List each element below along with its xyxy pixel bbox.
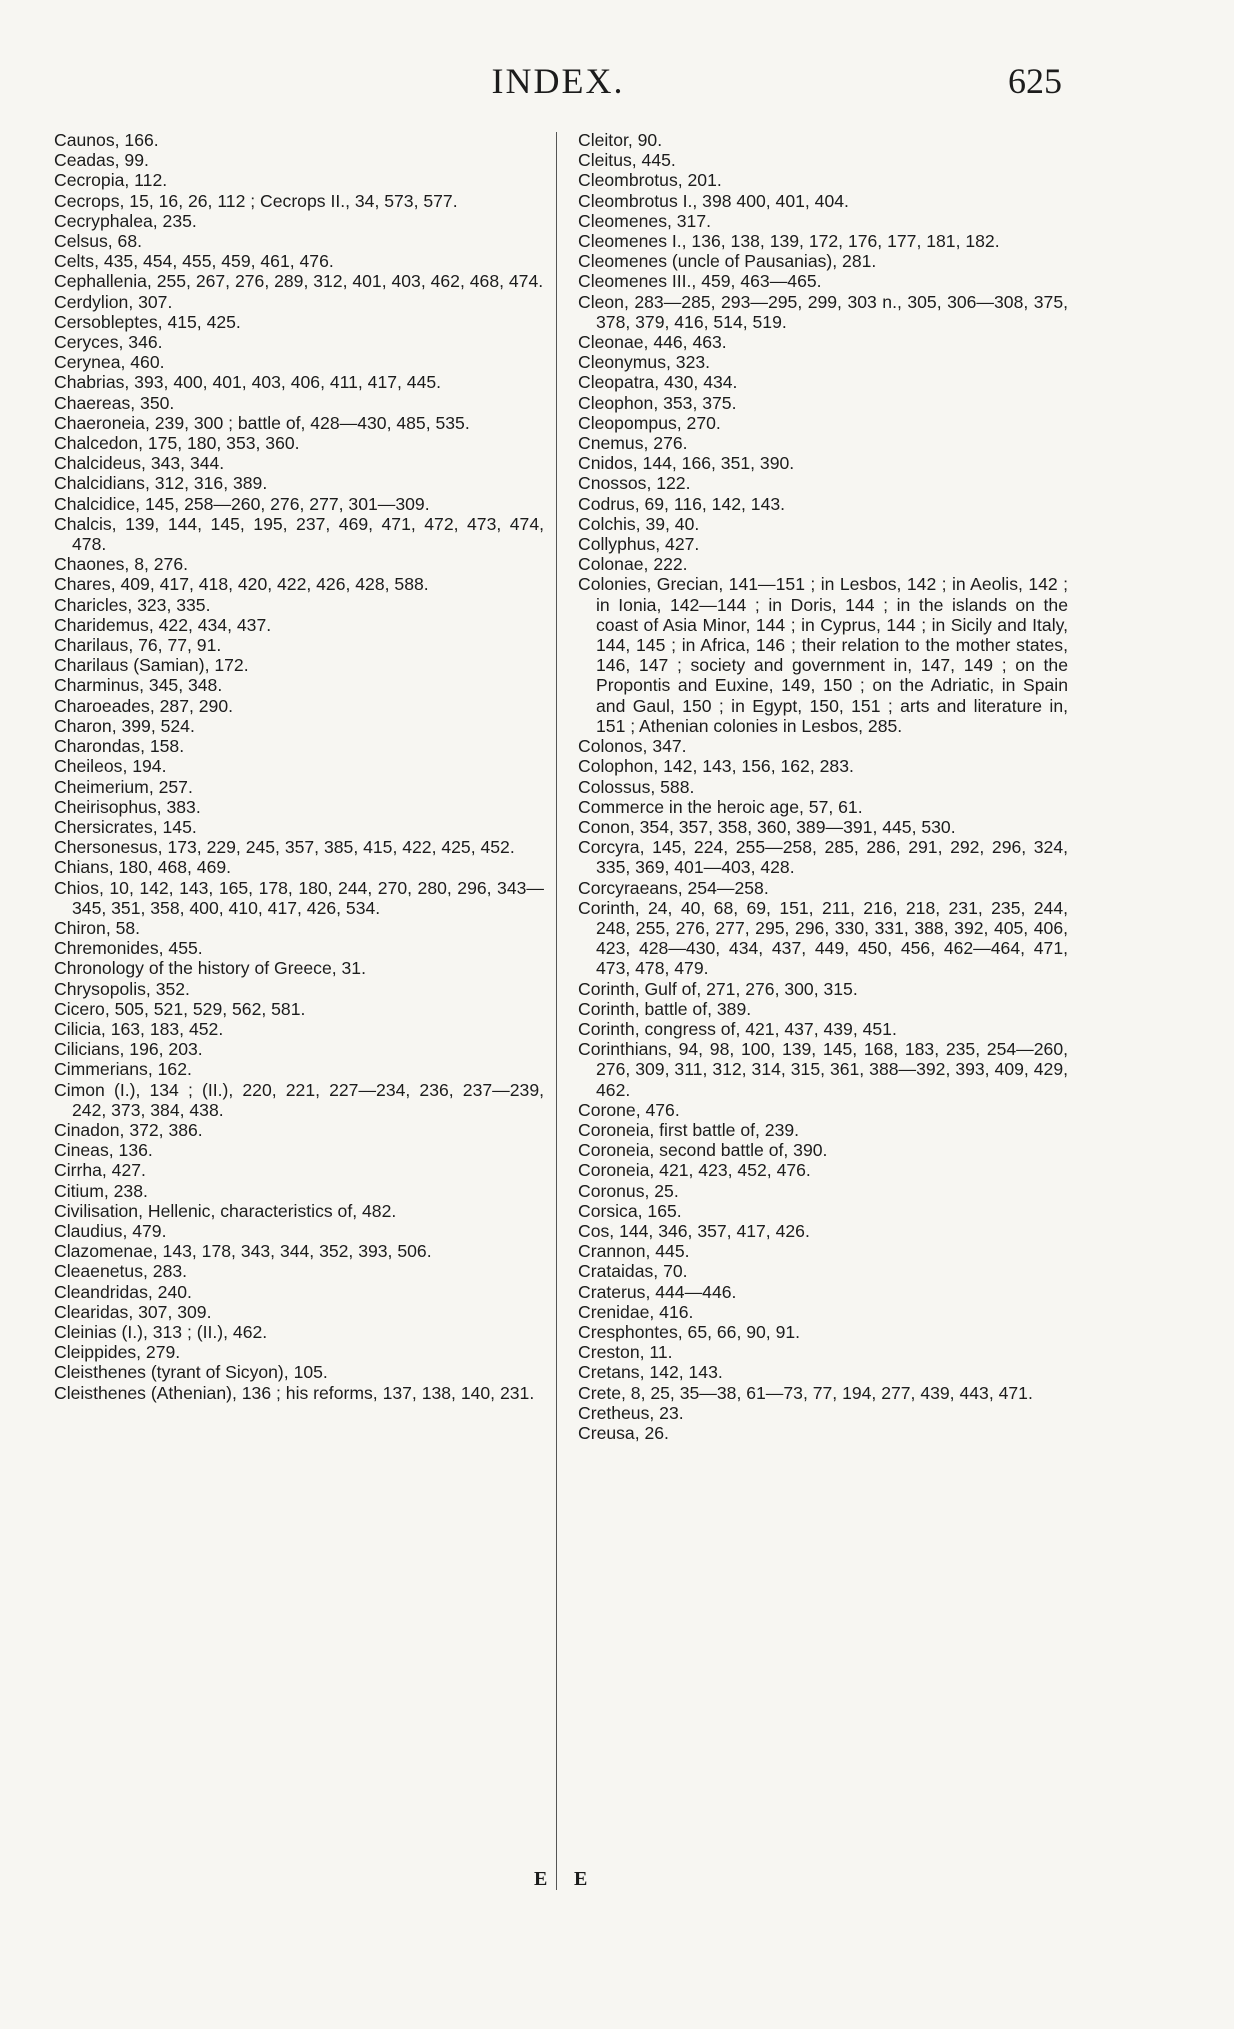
index-entry: Chians, 180, 468, 469. [54, 857, 232, 878]
index-entry: Charoeades, 287, 290. [54, 695, 234, 716]
index-entry: Crenidae, 416. [578, 1301, 694, 1322]
index-entry: Citium, 238. [54, 1180, 148, 1201]
index-entry: Colonos, 347. [578, 736, 687, 757]
index-entry: Corsica, 165. [578, 1200, 682, 1221]
index-entry: Cheirisophus, 383. [54, 796, 201, 817]
index-entry: Cheimerium, 257. [54, 776, 193, 797]
index-entry: Cleomenes (uncle of Pausanias), 281. [578, 251, 877, 272]
index-entry: Cirrha, 427. [54, 1160, 146, 1181]
index-entry: Chalcidians, 312, 316, 389. [54, 473, 268, 494]
index-entry: Chalcideus, 343, 344. [54, 453, 225, 474]
index-entry: Clazomenae, 143, 178, 343, 344, 352, 393, 506. [54, 1241, 432, 1262]
index-entry: Cleisthenes (Athenian), 136 ; his reforms, 137, 138, 140, 231. [54, 1382, 535, 1403]
index-entry: Chaeroneia, 239, 300 ; battle of, 428—430, 485, 535. [54, 412, 470, 433]
index-entry: Colonae, 222. [578, 554, 688, 575]
index-entry: Charilaus, 76, 77, 91. [54, 635, 222, 656]
index-entry: Corcyraeans, 254—258. [578, 877, 769, 898]
index-entry: Cheileos, 194. [54, 756, 167, 777]
index-entry: Cinadon, 372, 386. [54, 1119, 203, 1140]
index-entry: Cresphontes, 65, 66, 90, 91. [578, 1321, 801, 1342]
index-entry: Collyphus, 427. [578, 534, 700, 555]
index-entry: Chalcedon, 175, 180, 353, 360. [54, 433, 300, 454]
index-entry: Corone, 476. [578, 1099, 680, 1120]
index-column-left [54, 130, 544, 1403]
index-entry: Coronus, 25. [578, 1180, 679, 1201]
index-entry: Cleaenetus, 283. [54, 1261, 188, 1282]
index-entry: Chalcis, 139, 144, 145, 195, 237, 469, 471, 472, 473, 474, 478. [54, 513, 544, 555]
index-entry: Cleitor, 90. [578, 130, 663, 150]
index-entry: Cleisthenes (tyrant of Sicyon), 105. [54, 1362, 328, 1383]
index-entry: Charicles, 323, 335. [54, 594, 211, 615]
index-column-right [578, 130, 1068, 1443]
index-entry: Colchis, 39, 40. [578, 513, 700, 534]
index-entry: Coroneia, first battle of, 239. [578, 1119, 800, 1140]
index-entry: Cilicia, 163, 183, 452. [54, 1018, 224, 1039]
index-entry: Charminus, 345, 348. [54, 675, 223, 696]
index-entry: Cleophon, 353, 375. [578, 392, 737, 413]
index-entry: Craterus, 444—446. [578, 1281, 737, 1302]
index-entry: Cleon, 283—285, 293—295, 299, 303 n., 305, 306—308, 375, 378, 379, 416, 514, 519. [578, 291, 1068, 332]
index-entry: Coroneia, second battle of, 390. [578, 1140, 828, 1161]
index-entry: Cnidos, 144, 166, 351, 390. [578, 453, 795, 474]
index-entry: Chios, 10, 142, 143, 165, 178, 180, 244, 270, 280, 296, 343—345, 351, 358, 400, 410, 417, 426, 534. [54, 877, 544, 918]
index-entry: Colophon, 142, 143, 156, 162, 283. [578, 756, 854, 777]
index-entry: Chersonesus, 173, 229, 245, 357, 385, 415, 422, 425, 452. [54, 837, 515, 858]
index-entry: Chersicrates, 145. [54, 816, 197, 837]
index-entry: Colossus, 588. [578, 776, 695, 797]
index-entry: Coroneia, 421, 423, 452, 476. [578, 1160, 811, 1181]
index-entry: Cleinias (I.), 313 ; (II.), 462. [54, 1321, 268, 1342]
page-number: 625 [1008, 61, 1062, 101]
index-entry: Claudius, 479. [54, 1220, 167, 1241]
index-entry: Crataidas, 70. [578, 1261, 688, 1282]
index-entry: Charondas, 158. [54, 736, 185, 757]
index-entry: Cleombrotus, 201. [578, 170, 722, 191]
index-entry: Chiron, 58. [54, 917, 141, 938]
index-entry: Charidemus, 422, 434, 437. [54, 614, 272, 635]
index-entry: Chaereas, 350. [54, 392, 175, 413]
index-entry: Commerce in the heroic age, 57, 61. [578, 796, 863, 817]
index-entry: Cos, 144, 346, 357, 417, 426. [578, 1220, 810, 1241]
index-entry: Chares, 409, 417, 418, 420, 422, 426, 428, 588. [54, 574, 429, 595]
index-entry: Cnossos, 122. [578, 473, 691, 494]
index-entry: Corcyra, 145, 224, 255—258, 285, 286, 291, 292, 296, 324, 335, 369, 401—403, 428. [578, 837, 1068, 878]
index-entry: Cleombrotus I., 398 400, 401, 404. [578, 190, 849, 211]
index-entry: Cnemus, 276. [578, 433, 688, 454]
page-title: INDEX. [491, 61, 625, 101]
index-entry: Creusa, 26. [578, 1423, 669, 1443]
index-entry: Corinth, Gulf of, 271, 276, 300, 315. [578, 978, 858, 999]
index-entry: Corinth, congress of, 421, 437, 439, 451. [578, 1018, 897, 1039]
index-entry: Chronology of the history of Greece, 31. [54, 958, 366, 979]
index-entry: Corinthians, 94, 98, 100, 139, 145, 168, 183, 235, 254—260, 276, 309, 311, 312, 314, 315, 361, 388—392, 393, 409, 429, 462. [578, 1039, 1068, 1100]
index-entry: Cleonymus, 323. [578, 352, 711, 373]
index-entry: Cleandridas, 240. [54, 1281, 192, 1302]
index-entry: Cleonae, 446, 463. [578, 332, 727, 353]
index-entry: Cleippides, 279. [54, 1342, 181, 1363]
index-entry: Cineas, 136. [54, 1140, 153, 1161]
index-entry: Celsus, 68. [54, 231, 143, 252]
index-entry: Ceadas, 99. [54, 150, 149, 171]
index-entry: Cleomenes, 317. [578, 210, 712, 231]
signature-mark-right: E [574, 1868, 588, 1890]
index-entry: Cilicians, 196, 203. [54, 1039, 203, 1060]
column-divider [556, 132, 557, 1890]
index-entry: Chremonides, 455. [54, 938, 203, 959]
index-entry: Charilaus (Samian), 172. [54, 655, 249, 676]
index-entry: Caunos, 166. [54, 130, 159, 150]
index-entry: Cimmerians, 162. [54, 1059, 192, 1080]
index-entry: Cretans, 142, 143. [578, 1362, 723, 1383]
index-entry: Celts, 435, 454, 455, 459, 461, 476. [54, 251, 334, 272]
index-entry: Cecrops, 15, 16, 26, 112 ; Cecrops II., 34, 573, 577. [54, 190, 458, 211]
index-entry: Cleopompus, 270. [578, 412, 721, 433]
index-entry: Cecryphalea, 235. [54, 210, 197, 231]
index-entry: Cephallenia, 255, 267, 276, 289, 312, 401, 403, 462, 468, 474. [54, 271, 544, 292]
index-entry: Chaones, 8, 276. [54, 554, 189, 575]
index-entry: Cimon (I.), 134 ; (II.), 220, 221, 227—234, 236, 237—239, 242, 373, 384, 438. [54, 1079, 544, 1120]
index-entry: Colonies, Grecian, 141—151 ; in Lesbos, 142 ; in Aeolis, 142 ; in Ionia, 142—144 ; in Doris, 144 ; in the islands on the coast of Asia Minor, 144 ; in Cyprus, 144 ; in Sicily and Italy, 144, 145 ; in Africa, 146 ; their relation to the mother states, 146, 147 ; society and government in, 147, 149 ; on the Propontis and Euxine, 149, 150 ; on the Adriatic, in Spain and Gaul, 150 ; in Egypt, 150, 151 ; arts and literature in, 151 ; Athenian colonies in Lesbos, 285. [578, 574, 1068, 736]
index-entry: Cleopatra, 430, 434. [578, 372, 738, 393]
index-entry: Cleitus, 445. [578, 150, 676, 171]
index-entry: Cleomenes III., 459, 463—465. [578, 271, 822, 292]
index-entry: Ceryces, 346. [54, 332, 163, 353]
index-entry: Chabrias, 393, 400, 401, 403, 406, 411, 417, 445. [54, 372, 442, 393]
index-entry: Charon, 399, 524. [54, 715, 195, 736]
index-entry: Corinth, battle of, 389. [578, 998, 752, 1019]
index-entry: Conon, 354, 357, 358, 360, 389—391, 445, 530. [578, 816, 956, 837]
index-entry: Cleomenes I., 136, 138, 139, 172, 176, 177, 181, 182. [578, 231, 1000, 252]
index-entry: Cerdylion, 307. [54, 291, 173, 312]
index-entry: Chalcidice, 145, 258—260, 276, 277, 301—309. [54, 493, 430, 514]
index-entry: Crete, 8, 25, 35—38, 61—73, 77, 194, 277, 439, 443, 471. [578, 1382, 1033, 1403]
signature-mark-left: E [534, 1868, 548, 1890]
index-entry: Corinth, 24, 40, 68, 69, 151, 211, 216, 218, 231, 235, 244, 248, 255, 276, 277, 295, 296, 330, 331, 388, 392, 405, 406, 423, 428—430, 434, 437, 449, 450, 456, 462—464, 471, 473, 478, 479. [578, 897, 1068, 979]
page-header [54, 60, 1062, 106]
index-entry: Chrysopolis, 352. [54, 978, 190, 999]
index-entry: Creston, 11. [578, 1342, 673, 1363]
index-entry: Codrus, 69, 116, 142, 143. [578, 493, 786, 514]
index-entry: Cecropia, 112. [54, 170, 168, 191]
index-entry: Civilisation, Hellenic, characteristics of, 482. [54, 1200, 397, 1221]
index-entry: Crannon, 445. [578, 1241, 690, 1262]
index-entry: Cerynea, 460. [54, 352, 165, 373]
index-entry: Cicero, 505, 521, 529, 562, 581. [54, 998, 306, 1019]
index-entry: Cretheus, 23. [578, 1402, 684, 1423]
index-entry: Cersobleptes, 415, 425. [54, 311, 241, 332]
index-entry: Clearidas, 307, 309. [54, 1301, 212, 1322]
